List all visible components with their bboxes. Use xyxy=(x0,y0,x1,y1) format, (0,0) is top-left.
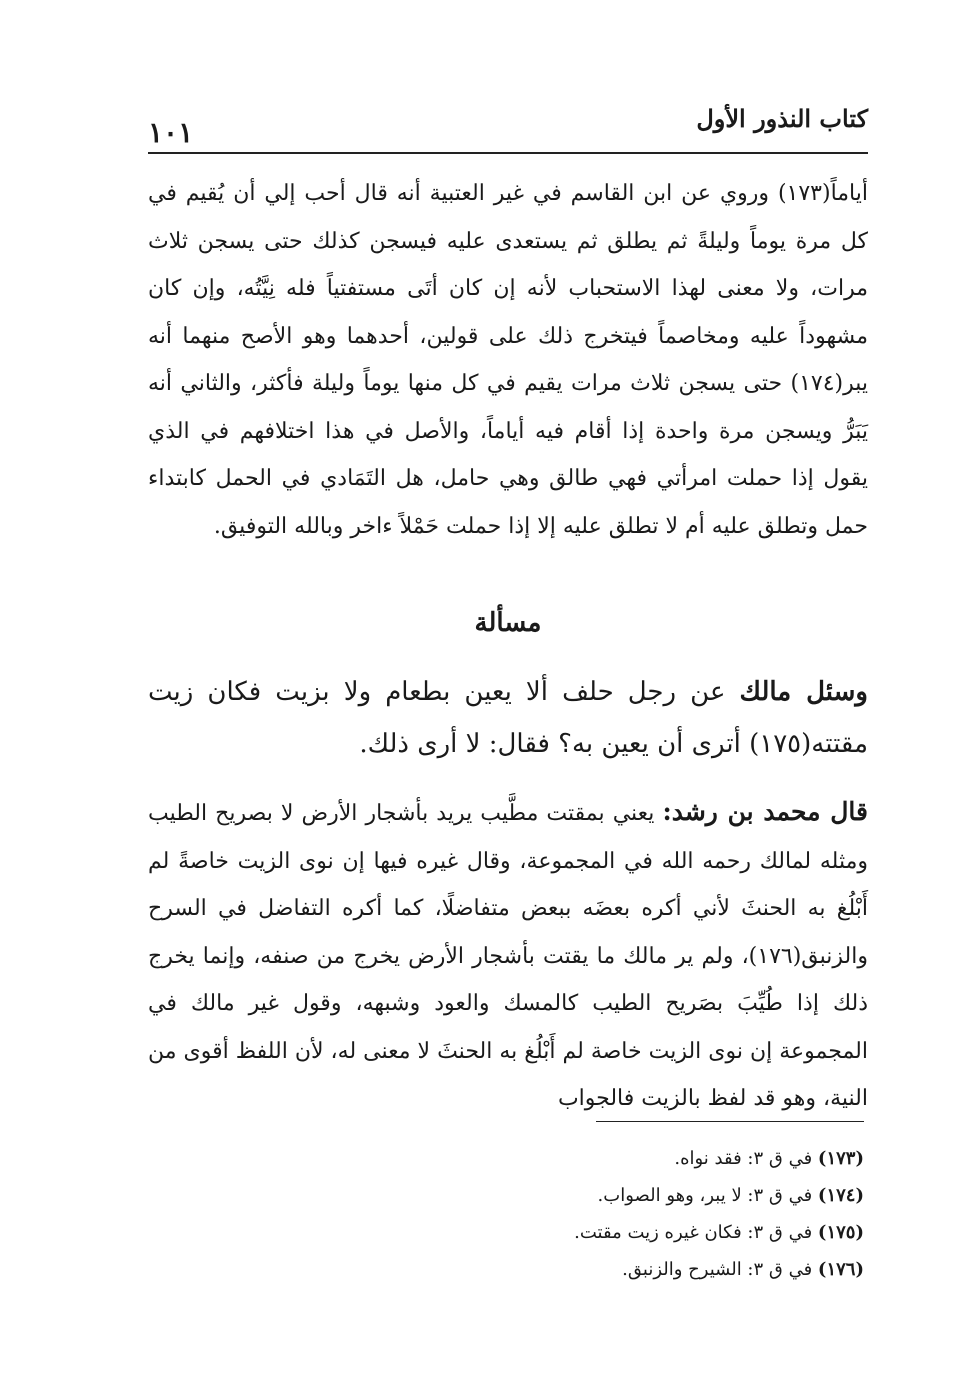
footnote-item xyxy=(148,1177,864,1214)
footnote-item xyxy=(148,1251,864,1288)
commentary-lead: قال محمد بن رشد: xyxy=(662,797,868,826)
footnote-item xyxy=(148,1140,864,1177)
commentary-paragraph xyxy=(148,788,868,1123)
footnote-number: (١٧٦) xyxy=(817,1259,864,1280)
header-rule xyxy=(148,152,868,154)
section-heading: مسألة xyxy=(474,608,542,638)
running-title: كتاب النذور الأول xyxy=(696,104,868,133)
question-text: عن رجل حلف ألا يعين بطعام ولا بزيت فكان زيت مقتته(١٧٥) أترى أن يعين به؟ فقال: لا أرى ذلك. xyxy=(148,677,868,759)
footnote-item xyxy=(148,1214,864,1251)
paragraph-one: أياماً(١٧٣) وروي عن ابن القاسم في غير العتبية أنه قال أحب إلي أن يُقيم في كل مرة يوماً وليلةً ثم يطلق ثم يستعدى عليه فيسجن كذلك حتى يسجن ثلاث مرات، ولا معنى لهذا الاستحباب لأنه إن كان أتَى مستفتياً فله نِيَّتُه، وإن كان مشهوداً عليه ومخاصماً فيتخرج ذلك على قولين، أحدهما وهو الأصح منهما أنه يبر(١٧٤) حتى يسجن ثلاث مرات يقيم في كل منها يوماً وليلة فأكثر، والثاني أنه يَبَرُّ ويسجن مرة واحدة إذا أقام فيه أياماً، والأصل في هذا اختلافهم في الذي يقول إذا حملت امرأتي فهي طالق وهي حامل، هل التَمَادي في الحمل كابتداء حمل وتطلق عليه أم لا تطلق عليه إلا إذا حملت حَمْلاً ءاخر وبالله التوفيق. xyxy=(148,181,868,539)
footnote-rule xyxy=(596,1121,864,1122)
question-paragraph xyxy=(148,666,868,770)
footnote-number: (١٧٤) xyxy=(817,1185,864,1206)
question-lead: وسئل مالك xyxy=(739,677,868,707)
footnote-number: (١٧٥) xyxy=(817,1222,864,1243)
footnote-text: في ق ٣: فكان غيره زيت مقتت. xyxy=(574,1222,818,1243)
page-number: ١٠١ xyxy=(148,116,194,149)
page-header xyxy=(148,100,868,154)
footnote-number: (١٧٣) xyxy=(817,1148,864,1169)
footnote-text: في ق ٣: لا يبر، وهو الصواب. xyxy=(597,1185,818,1206)
footnote-text: في ق ٣: الشيرح والزنبق. xyxy=(622,1259,818,1280)
footnote-text: في ق ٣: فقد نواه. xyxy=(674,1148,818,1169)
commentary-text: يعني بمقتت مطَّيب يريد بأشجار الأرض لا بصريح الطيب ومثله لمالك رحمه الله في المجموعة، وقال غيره فيها إن نوى الزيت خاصةً لم أَبْلُغ به الحنثَ لأني أكره بعضَه ببعض متفاضلًا، كما أكره التفاضل في السرح والزنبق(١٧٦)، ولم ير مالك ما يقتت بأشجار الأرض يخرج من صنفه، وإنما يخرج ذلك إذا طُيِّبَ بصَريح الطيب كالمسك والعود وشبهه، وقول غير مالك في المجموعة إن نوى الزيت خاصة لم أَبْلُغ به الحنثَ لا معنى له، لأن اللفظ أقوى من النية، وهو قد لفظ بالزيت فالجواب xyxy=(148,801,868,1111)
footnotes xyxy=(148,1140,864,1288)
